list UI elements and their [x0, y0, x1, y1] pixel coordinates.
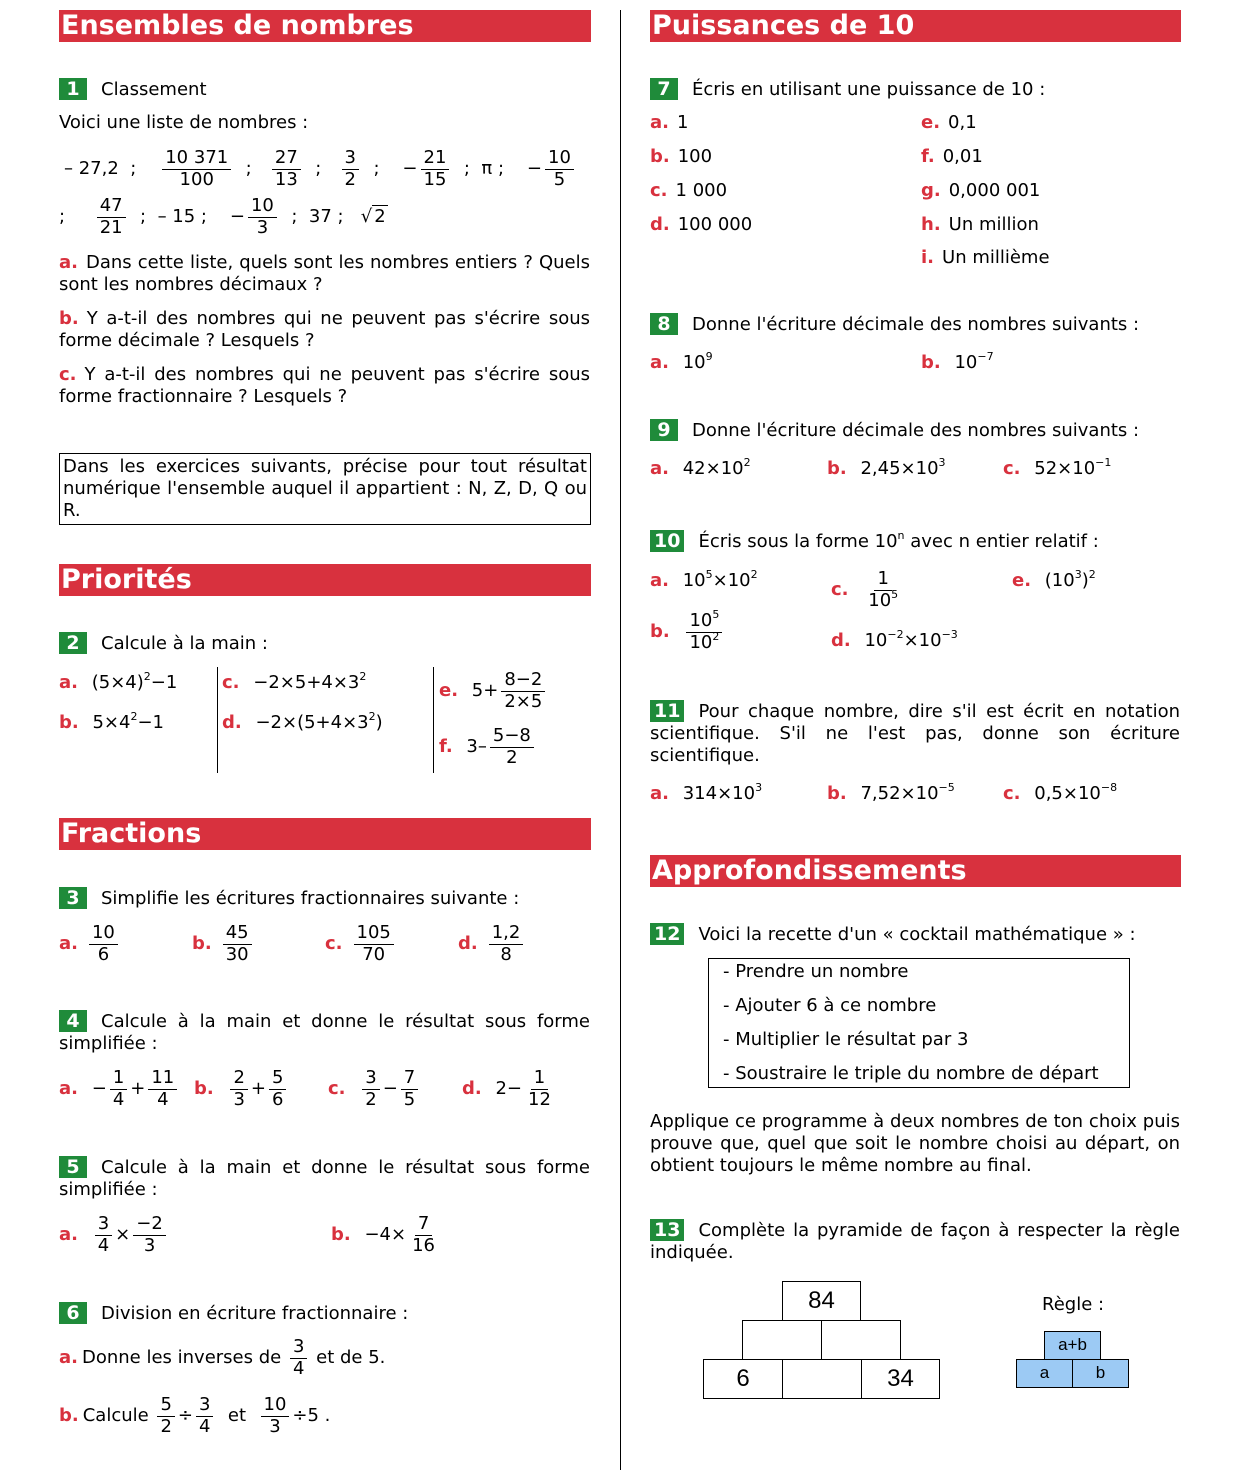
exercise-title: Donne l'écriture décimale des nombres suivants :: [692, 420, 1140, 441]
exercise-6-question-b: b. Calcule $\frac{5}{2}$ ÷ $\frac{3}{4}$ et $\frac{10}{3}$ ÷5 .: [59, 1393, 331, 1437]
fraction: $\frac{47}{21}$: [97, 196, 126, 238]
separator: ;: [315, 158, 322, 179]
exercise-5-header: [59, 1156, 590, 1201]
exercise-number: 6: [59, 1302, 87, 1324]
number-list-row-2: [59, 194, 388, 240]
exercise-6-header: [59, 1302, 408, 1325]
exercise-2-item-d: d. $-2\times(5+4\times 3^2)$: [222, 710, 383, 733]
exercise-number: 4: [59, 1010, 87, 1032]
exercise-2-item-a: a. $(5\times 4)^2-1$: [59, 670, 178, 693]
exercise-3-item-c: c. $\frac{105}{70}$: [325, 921, 397, 967]
exercise-4-item-b: b. $\frac{2}{3}$ + $\frac{5}{6}$: [194, 1066, 289, 1112]
pyramid-bottom-left-cell[interactable]: 6: [703, 1359, 783, 1399]
separator: ;: [291, 206, 298, 227]
exercise-1-question-b: b. Y a-t-il des nombres qui ne peuvent pas s'écrire sous forme décimale ? Lesquels ?: [59, 308, 590, 351]
recipe-step: - Ajouter 6 à ce nombre: [723, 995, 937, 1016]
notice-box: Dans les exercices suivants, précise pour tout résultat numérique l'ensemble auquel il appartient : N, Z, D, Q ou R.: [59, 453, 591, 525]
fraction: $\frac{3}{2}$: [342, 148, 359, 190]
exercise-number: 5: [59, 1156, 87, 1178]
exercise-7-item-i: i. Un millième: [921, 247, 1050, 268]
recipe-step: - Soustraire le triple du nombre de départ: [723, 1063, 1099, 1084]
section-header-fractions: Fractions: [59, 818, 591, 850]
minus-sign: −: [526, 158, 542, 179]
exercise-13-header: [650, 1219, 1180, 1264]
pyramid-middle-left-cell[interactable]: [742, 1320, 822, 1360]
exercise-11-item-a: a. $314\times 10^3$: [650, 781, 763, 804]
exercise-3-item-b: b. $\frac{45}{30}$: [192, 921, 255, 967]
fraction: $\frac{10 371}{100}$: [162, 148, 231, 190]
list-number: – 15 ;: [157, 206, 207, 227]
exercise-title: Division en écriture fractionnaire :: [101, 1303, 409, 1324]
separator: ;: [130, 158, 137, 179]
fraction: $\frac{27}{13}$: [272, 148, 301, 190]
exercise-9-header: [650, 419, 1139, 442]
exercise-11-header: [650, 700, 1180, 767]
section-header-priorites: Priorités: [59, 564, 591, 596]
exercise-2-item-c: c. $-2\times 5+4\times 3^2$: [222, 670, 367, 693]
exercise-6-question-a: a. Donne les inverses de $\frac{3}{4}$ et de 5.: [59, 1335, 386, 1379]
exercise-number: 7: [650, 78, 678, 100]
rule-a-cell: a: [1016, 1359, 1073, 1388]
exercise-title: Écris en utilisant une puissance de 10 :: [692, 79, 1046, 100]
separator: ;: [463, 158, 470, 179]
fraction: $\frac{10}{5}$: [545, 148, 574, 190]
list-number: – 27,2: [64, 158, 119, 179]
exercise-10-item-c: c. $\frac{1}{10^5}$: [831, 567, 899, 611]
number-list-row-1: [64, 146, 577, 192]
exercise-number: 2: [59, 632, 87, 654]
exercise-10-item-b: b. $\frac{10^5}{10^2}$: [650, 607, 725, 657]
column-separator: [217, 667, 218, 773]
exercise-4-header: [59, 1010, 590, 1055]
exercise-12-header: [650, 923, 1136, 946]
exercise-5-item-a: a. $\frac{3}{4}$ × $\frac{-2}{3}$: [59, 1212, 169, 1258]
exercise-3-header: [59, 887, 519, 910]
column-separator: [433, 667, 434, 773]
exercise-7-item-h: h. Un million: [921, 214, 1039, 235]
exercise-1-intro: Voici une liste de nombres :: [59, 112, 309, 133]
exercise-2-header: [59, 632, 268, 655]
exercise-11-item-c: c. $0,5\times 10^{-8}$: [1003, 781, 1118, 804]
exercise-9-item-b: b. $2,45\times 10^3$: [827, 456, 946, 479]
section-header-ensembles: Ensembles de nombres: [59, 10, 591, 42]
pi-symbol: π ;: [481, 158, 505, 179]
pyramid-bottom-right-cell[interactable]: 34: [861, 1359, 940, 1399]
exercise-title: Complète la pyramide de façon à respecter la règle indiquée.: [650, 1220, 1180, 1263]
exercise-9-item-c: c. $52\times 10^{-1}$: [1003, 456, 1112, 479]
pyramid-top-cell[interactable]: 84: [782, 1281, 861, 1321]
exercise-title: Calcule à la main et donne le résultat sous forme simplifiée :: [59, 1157, 590, 1200]
exercise-2-item-b: b. $5\times 4^2-1$: [59, 710, 165, 733]
exercise-title: Simplifie les écritures fractionnaires suivante :: [101, 888, 520, 909]
section-header-approfondissements: Approfondissements: [650, 855, 1181, 887]
exercise-3-item-a: a. $\frac{10}{6}$: [59, 921, 121, 967]
separator: ;: [245, 158, 252, 179]
fraction: $\frac{21}{15}$: [421, 148, 450, 190]
exercise-7-item-d: d. 100 000: [650, 214, 753, 235]
square-root: √ 2: [360, 206, 386, 227]
exercise-number: 12: [650, 923, 684, 945]
recipe-step: - Multiplier le résultat par 3: [723, 1029, 969, 1050]
exercise-10-header: 10 Écris sous la forme 10$^n$ avec n entier relatif :: [650, 530, 1099, 553]
exercise-7-item-b: b. 100: [650, 146, 713, 167]
exercise-5-item-b: b. −4× $\frac{7}{16}$: [331, 1212, 435, 1256]
fraction: $\frac{10}{3}$: [248, 196, 277, 238]
separator: ;: [373, 158, 380, 179]
exercise-7-item-f: f. 0,01: [921, 146, 983, 167]
exercise-10-item-d: d. $10^{-2}\times 10^{-3}$: [831, 628, 958, 651]
exercise-1-question-a: a. Dans cette liste, quels sont les nombres entiers ? Quels sont les nombres décimaux ?: [59, 252, 590, 295]
exercise-7-item-g: g. 0,000 001: [921, 180, 1041, 201]
exercise-7-header: [650, 78, 1045, 101]
exercise-11-item-b: b. $7,52\times 10^{-5}$: [827, 781, 955, 804]
rule-title: Règle :: [1042, 1294, 1105, 1315]
exercise-number: 1: [59, 78, 87, 100]
exercise-7-item-c: c. 1 000: [650, 180, 728, 201]
separator: ;: [140, 206, 147, 227]
list-number: 37 ;: [308, 206, 344, 227]
exercise-8-header: [650, 313, 1139, 336]
exercise-7-item-a: a. 1: [650, 112, 689, 133]
exercise-10-item-e: e. $(10^3)^2$: [1012, 568, 1096, 591]
section-header-puissances: Puissances de 10: [650, 10, 1181, 42]
exercise-title: Donne l'écriture décimale des nombres suivants :: [692, 314, 1140, 335]
exercise-8-item-a: a. $10^9$: [650, 350, 713, 373]
minus-sign: −: [402, 158, 418, 179]
exercise-9-item-a: a. $42\times 10^2$: [650, 456, 751, 479]
exercise-number: 11: [650, 700, 684, 722]
exercise-title: Pour chaque nombre, dire s'il est écrit en notation scientifique. S'il ne l'est pas, donne son écriture scientifique.: [650, 701, 1180, 766]
recipe-step: - Prendre un nombre: [723, 961, 909, 982]
exercise-number: 9: [650, 419, 678, 441]
pyramid-bottom-middle-cell[interactable]: [782, 1359, 862, 1399]
exercise-title: Classement: [101, 79, 207, 100]
exercise-3-item-d: d. $\frac{1,2}{8}$: [458, 921, 526, 967]
exercise-12-text: Applique ce programme à deux nombres de ton choix puis prouve que, quel que soit le nombre choisi au départ, on obtient toujours le même nombre au final.: [650, 1111, 1180, 1176]
column-divider: [620, 10, 621, 1470]
exercise-number: 3: [59, 887, 87, 909]
pyramid-middle-right-cell[interactable]: [821, 1320, 901, 1360]
rule-b-cell: b: [1072, 1359, 1129, 1388]
exercise-4-item-d: d. 2− $\frac{1}{12}$: [462, 1066, 551, 1110]
exercise-7-item-e: e. 0,1: [921, 112, 977, 133]
exercise-2-item-e: e. 5+ $\frac{8-2}{2\times 5}$: [439, 668, 548, 714]
exercise-title: Calcule à la main :: [101, 633, 268, 654]
exercise-10-item-a: a. $10^5\times 10^2$: [650, 568, 758, 591]
rule-top-cell: a+b: [1044, 1331, 1101, 1360]
separator: ;: [59, 206, 66, 227]
exercise-2-item-f: f. 3– $\frac{5-8}{2}$: [439, 724, 537, 770]
minus-sign: −: [229, 206, 245, 227]
exercise-title: Voici la recette d'un « cocktail mathématique » :: [698, 924, 1136, 945]
recipe-box: [708, 958, 1130, 1088]
exercise-4-item-a: a. − $\frac{1}{4}$ + $\frac{11}{4}$: [59, 1066, 180, 1112]
exercise-1-question-c: c. Y a-t-il des nombres qui ne peuvent pas s'écrire sous forme fractionnaire ? Lesquels ?: [59, 364, 590, 407]
exercise-number: 8: [650, 313, 678, 335]
exercise-4-item-c: c. $\frac{3}{2}$ − $\frac{7}{5}$: [328, 1066, 421, 1112]
exercise-number: 10: [650, 530, 684, 552]
exercise-number: 13: [650, 1219, 684, 1241]
exercise-1-header: [59, 78, 207, 101]
exercise-title: Écris sous la forme 10: [698, 531, 898, 552]
exercise-title: Calcule à la main et donne le résultat sous forme simplifiée :: [59, 1011, 590, 1054]
exercise-8-item-b: b. $10^{-7}$: [921, 350, 994, 373]
